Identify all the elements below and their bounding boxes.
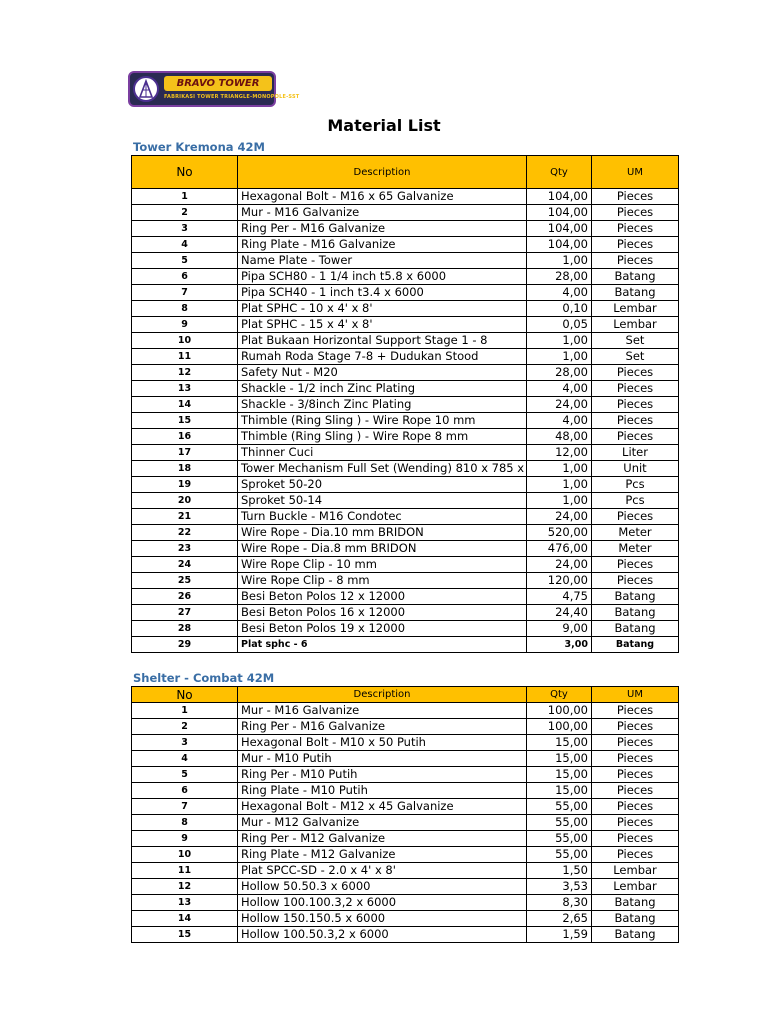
cell-qty: 1,00 — [527, 253, 592, 269]
table-row — [132, 847, 679, 863]
table-row — [132, 815, 679, 831]
cell-qty: 1,50 — [527, 863, 592, 879]
cell-qty: 4,00 — [527, 381, 592, 397]
cell-um: Liter — [592, 445, 679, 461]
cell-description: Ring Plate - M10 Putih — [238, 783, 527, 799]
table-row — [132, 573, 679, 589]
cell-qty: 15,00 — [527, 751, 592, 767]
table-row — [132, 365, 679, 381]
cell-qty: 476,00 — [527, 541, 592, 557]
cell-description: Wire Rope Clip - 10 mm — [238, 557, 527, 573]
cell-qty: 24,00 — [527, 509, 592, 525]
material-table-tower — [131, 155, 679, 653]
cell-description: Sproket 50-20 — [238, 477, 527, 493]
cell-description: Plat sphc - 6 — [238, 637, 527, 653]
cell-qty: 104,00 — [527, 237, 592, 253]
table-row — [132, 895, 679, 911]
cell-um: Batang — [592, 285, 679, 301]
table-row — [132, 285, 679, 301]
cell-no: 13 — [132, 381, 238, 397]
cell-no: 4 — [132, 237, 238, 253]
cell-qty: 55,00 — [527, 831, 592, 847]
cell-description: Mur - M10 Putih — [238, 751, 527, 767]
cell-um: Pieces — [592, 799, 679, 815]
cell-qty: 15,00 — [527, 735, 592, 751]
table-row — [132, 477, 679, 493]
table-row — [132, 381, 679, 397]
cell-description: Ring Per - M10 Putih — [238, 767, 527, 783]
cell-description: Hexagonal Bolt - M12 x 45 Galvanize — [238, 799, 527, 815]
cell-no: 29 — [132, 637, 238, 653]
cell-no: 9 — [132, 831, 238, 847]
cell-description: Ring Plate - M16 Galvanize — [238, 237, 527, 253]
cell-description: Plat SPHC - 15 x 4' x 8' — [238, 317, 527, 333]
cell-no: 19 — [132, 477, 238, 493]
cell-qty: 4,00 — [527, 285, 592, 301]
table-row — [132, 541, 679, 557]
cell-no: 28 — [132, 621, 238, 637]
cell-qty: 1,00 — [527, 477, 592, 493]
cell-qty: 55,00 — [527, 799, 592, 815]
cell-um: Pieces — [592, 189, 679, 205]
table-header-row — [132, 687, 679, 703]
cell-um: Pieces — [592, 205, 679, 221]
logo-tagline: FABRIKASI TOWER TRIANGLE-MONOPOLE-SST — [164, 94, 300, 100]
cell-description: Hexagonal Bolt - M16 x 65 Galvanize — [238, 189, 527, 205]
cell-no: 4 — [132, 751, 238, 767]
cell-no: 17 — [132, 445, 238, 461]
cell-no: 5 — [132, 767, 238, 783]
cell-um: Batang — [592, 605, 679, 621]
cell-um: Pieces — [592, 509, 679, 525]
cell-description: Wire Rope - Dia.8 mm BRIDON — [238, 541, 527, 557]
table-row — [132, 237, 679, 253]
cell-no: 9 — [132, 317, 238, 333]
table-row — [132, 557, 679, 573]
cell-um: Pieces — [592, 831, 679, 847]
cell-description: Mur - M16 Galvanize — [238, 205, 527, 221]
column-header-no: No — [132, 687, 238, 703]
cell-no: 26 — [132, 589, 238, 605]
cell-description: Shackle - 1/2 inch Zinc Plating — [238, 381, 527, 397]
table-row — [132, 413, 679, 429]
cell-description: Hexagonal Bolt - M10 x 50 Putih — [238, 735, 527, 751]
table-row — [132, 911, 679, 927]
table-row — [132, 621, 679, 637]
material-table-shelter — [131, 686, 679, 943]
cell-qty: 104,00 — [527, 205, 592, 221]
column-header-qty: Qty — [527, 687, 592, 703]
cell-um: Lembar — [592, 301, 679, 317]
section-title-tower: Tower Kremona 42M — [133, 140, 265, 154]
cell-um: Unit — [592, 461, 679, 477]
cell-qty: 1,00 — [527, 349, 592, 365]
cell-qty: 100,00 — [527, 719, 592, 735]
cell-qty: 55,00 — [527, 847, 592, 863]
cell-no: 16 — [132, 429, 238, 445]
cell-no: 5 — [132, 253, 238, 269]
cell-um: Batang — [592, 927, 679, 943]
column-header-um: UM — [592, 687, 679, 703]
cell-qty: 2,65 — [527, 911, 592, 927]
table-row — [132, 445, 679, 461]
cell-no: 11 — [132, 349, 238, 365]
cell-description: Plat SPCC-SD - 2.0 x 4' x 8' — [238, 863, 527, 879]
cell-no: 20 — [132, 493, 238, 509]
cell-qty: 9,00 — [527, 621, 592, 637]
cell-no: 3 — [132, 221, 238, 237]
document-title: Material List — [327, 116, 441, 135]
cell-description: Hollow 100.50.3,2 x 6000 — [238, 927, 527, 943]
cell-description: Pipa SCH40 - 1 inch t3.4 x 6000 — [238, 285, 527, 301]
table-row — [132, 493, 679, 509]
cell-no: 24 — [132, 557, 238, 573]
cell-no: 12 — [132, 365, 238, 381]
cell-um: Pieces — [592, 381, 679, 397]
logo-brand-name: BRAVO TOWER — [164, 76, 272, 91]
cell-qty: 24,00 — [527, 397, 592, 413]
cell-no: 14 — [132, 397, 238, 413]
cell-no: 22 — [132, 525, 238, 541]
cell-qty: 48,00 — [527, 429, 592, 445]
table-row — [132, 525, 679, 541]
cell-qty: 100,00 — [527, 703, 592, 719]
cell-um: Lembar — [592, 317, 679, 333]
table-row — [132, 799, 679, 815]
cell-qty: 15,00 — [527, 783, 592, 799]
table-row — [132, 927, 679, 943]
cell-no: 2 — [132, 205, 238, 221]
cell-qty: 0,10 — [527, 301, 592, 317]
cell-no: 6 — [132, 783, 238, 799]
cell-description: Turn Buckle - M16 Condotec — [238, 509, 527, 525]
table-row — [132, 221, 679, 237]
cell-um: Batang — [592, 589, 679, 605]
cell-description: Wire Rope Clip - 8 mm — [238, 573, 527, 589]
cell-qty: 4,75 — [527, 589, 592, 605]
cell-um: Pieces — [592, 397, 679, 413]
cell-um: Lembar — [592, 879, 679, 895]
cell-description: Safety Nut - M20 — [238, 365, 527, 381]
cell-description: Thimble (Ring Sling ) - Wire Rope 10 mm — [238, 413, 527, 429]
table-row — [132, 735, 679, 751]
cell-description: Plat Bukaan Horizontal Support Stage 1 - 8 — [238, 333, 527, 349]
cell-um: Pcs — [592, 493, 679, 509]
cell-no: 10 — [132, 333, 238, 349]
table-row — [132, 429, 679, 445]
cell-no: 21 — [132, 509, 238, 525]
table-row — [132, 751, 679, 767]
cell-um: Pieces — [592, 703, 679, 719]
cell-no: 8 — [132, 301, 238, 317]
cell-description: Ring Per - M16 Galvanize — [238, 719, 527, 735]
cell-qty: 104,00 — [527, 189, 592, 205]
cell-um: Pieces — [592, 429, 679, 445]
cell-no: 15 — [132, 927, 238, 943]
column-header-no: No — [132, 156, 238, 189]
cell-no: 12 — [132, 879, 238, 895]
cell-no: 6 — [132, 269, 238, 285]
table-row — [132, 863, 679, 879]
cell-description: Wire Rope - Dia.10 mm BRIDON — [238, 525, 527, 541]
cell-qty: 8,30 — [527, 895, 592, 911]
cell-um: Batang — [592, 911, 679, 927]
cell-description: Mur - M12 Galvanize — [238, 815, 527, 831]
cell-um: Pieces — [592, 573, 679, 589]
cell-um: Pieces — [592, 719, 679, 735]
table-row — [132, 397, 679, 413]
table-row — [132, 333, 679, 349]
cell-qty: 4,00 — [527, 413, 592, 429]
table-row — [132, 831, 679, 847]
cell-um: Pcs — [592, 477, 679, 493]
column-header-description: Description — [238, 687, 527, 703]
table-row — [132, 605, 679, 621]
cell-um: Meter — [592, 525, 679, 541]
cell-qty: 1,00 — [527, 461, 592, 477]
table-row — [132, 509, 679, 525]
cell-description: Ring Per - M12 Galvanize — [238, 831, 527, 847]
cell-description: Hollow 150.150.5 x 6000 — [238, 911, 527, 927]
cell-no: 8 — [132, 815, 238, 831]
table-row — [132, 301, 679, 317]
cell-description: Mur - M16 Galvanize — [238, 703, 527, 719]
cell-description: Besi Beton Polos 19 x 12000 — [238, 621, 527, 637]
cell-description: Sproket 50-14 — [238, 493, 527, 509]
cell-description: Ring Per - M16 Galvanize — [238, 221, 527, 237]
cell-um: Batang — [592, 621, 679, 637]
cell-description: Pipa SCH80 - 1 1/4 inch t5.8 x 6000 — [238, 269, 527, 285]
cell-qty: 24,00 — [527, 557, 592, 573]
cell-um: Set — [592, 349, 679, 365]
column-header-qty: Qty — [527, 156, 592, 189]
table-row — [132, 189, 679, 205]
cell-no: 14 — [132, 911, 238, 927]
cell-no: 1 — [132, 703, 238, 719]
table-row — [132, 349, 679, 365]
section-title-shelter: Shelter - Combat 42M — [133, 671, 275, 685]
cell-um: Batang — [592, 269, 679, 285]
cell-um: Pieces — [592, 253, 679, 269]
cell-qty: 28,00 — [527, 269, 592, 285]
table-row — [132, 317, 679, 333]
cell-description: Besi Beton Polos 12 x 12000 — [238, 589, 527, 605]
cell-description: Hollow 50.50.3 x 6000 — [238, 879, 527, 895]
cell-qty: 1,00 — [527, 333, 592, 349]
table-row — [132, 703, 679, 719]
cell-um: Meter — [592, 541, 679, 557]
cell-no: 1 — [132, 189, 238, 205]
cell-no: 10 — [132, 847, 238, 863]
cell-um: Pieces — [592, 751, 679, 767]
column-header-description: Description — [238, 156, 527, 189]
cell-um: Pieces — [592, 735, 679, 751]
cell-um: Batang — [592, 895, 679, 911]
cell-qty: 104,00 — [527, 221, 592, 237]
cell-qty: 1,00 — [527, 493, 592, 509]
cell-um: Pieces — [592, 767, 679, 783]
table-row — [132, 589, 679, 605]
cell-um: Pieces — [592, 413, 679, 429]
cell-description: Hollow 100.100.3,2 x 6000 — [238, 895, 527, 911]
cell-description: Ring Plate - M12 Galvanize — [238, 847, 527, 863]
cell-um: Pieces — [592, 557, 679, 573]
cell-description: Name Plate - Tower — [238, 253, 527, 269]
cell-qty: 3,53 — [527, 879, 592, 895]
cell-qty: 120,00 — [527, 573, 592, 589]
cell-qty: 15,00 — [527, 767, 592, 783]
cell-no: 2 — [132, 719, 238, 735]
cell-description: Besi Beton Polos 16 x 12000 — [238, 605, 527, 621]
cell-um: Pieces — [592, 847, 679, 863]
cell-no: 13 — [132, 895, 238, 911]
table-row — [132, 253, 679, 269]
cell-no: 15 — [132, 413, 238, 429]
cell-qty: 28,00 — [527, 365, 592, 381]
cell-um: Pieces — [592, 783, 679, 799]
cell-qty: 1,59 — [527, 927, 592, 943]
cell-no: 25 — [132, 573, 238, 589]
table-row — [132, 719, 679, 735]
cell-qty: 24,40 — [527, 605, 592, 621]
cell-no: 18 — [132, 461, 238, 477]
table-row — [132, 767, 679, 783]
cell-description: Rumah Roda Stage 7-8 + Dudukan Stood — [238, 349, 527, 365]
cell-um: Pieces — [592, 237, 679, 253]
cell-um: Batang — [592, 637, 679, 653]
cell-no: 7 — [132, 285, 238, 301]
cell-qty: 12,00 — [527, 445, 592, 461]
cell-description: Thimble (Ring Sling ) - Wire Rope 8 mm — [238, 429, 527, 445]
cell-um: Lembar — [592, 863, 679, 879]
table-header-row — [132, 156, 679, 189]
cell-description: Plat SPHC - 10 x 4' x 8' — [238, 301, 527, 317]
table-row — [132, 269, 679, 285]
cell-no: 7 — [132, 799, 238, 815]
cell-um: Pieces — [592, 221, 679, 237]
cell-description: Shackle - 3/8inch Zinc Plating — [238, 397, 527, 413]
cell-no: 23 — [132, 541, 238, 557]
tower-emblem-icon — [133, 76, 159, 102]
cell-qty: 0,05 — [527, 317, 592, 333]
cell-description: Tower Mechanism Full Set (Wending) 810 x 785 x — [238, 461, 527, 477]
cell-um: Pieces — [592, 815, 679, 831]
column-header-um: UM — [592, 156, 679, 189]
cell-qty: 3,00 — [527, 637, 592, 653]
cell-qty: 520,00 — [527, 525, 592, 541]
table-row — [132, 461, 679, 477]
company-logo — [128, 71, 300, 107]
table-row — [132, 637, 679, 653]
cell-description: Thinner Cuci — [238, 445, 527, 461]
table-row — [132, 879, 679, 895]
cell-no: 3 — [132, 735, 238, 751]
table-row — [132, 205, 679, 221]
cell-no: 27 — [132, 605, 238, 621]
cell-um: Set — [592, 333, 679, 349]
cell-qty: 55,00 — [527, 815, 592, 831]
cell-um: Pieces — [592, 365, 679, 381]
table-row — [132, 783, 679, 799]
cell-no: 11 — [132, 863, 238, 879]
